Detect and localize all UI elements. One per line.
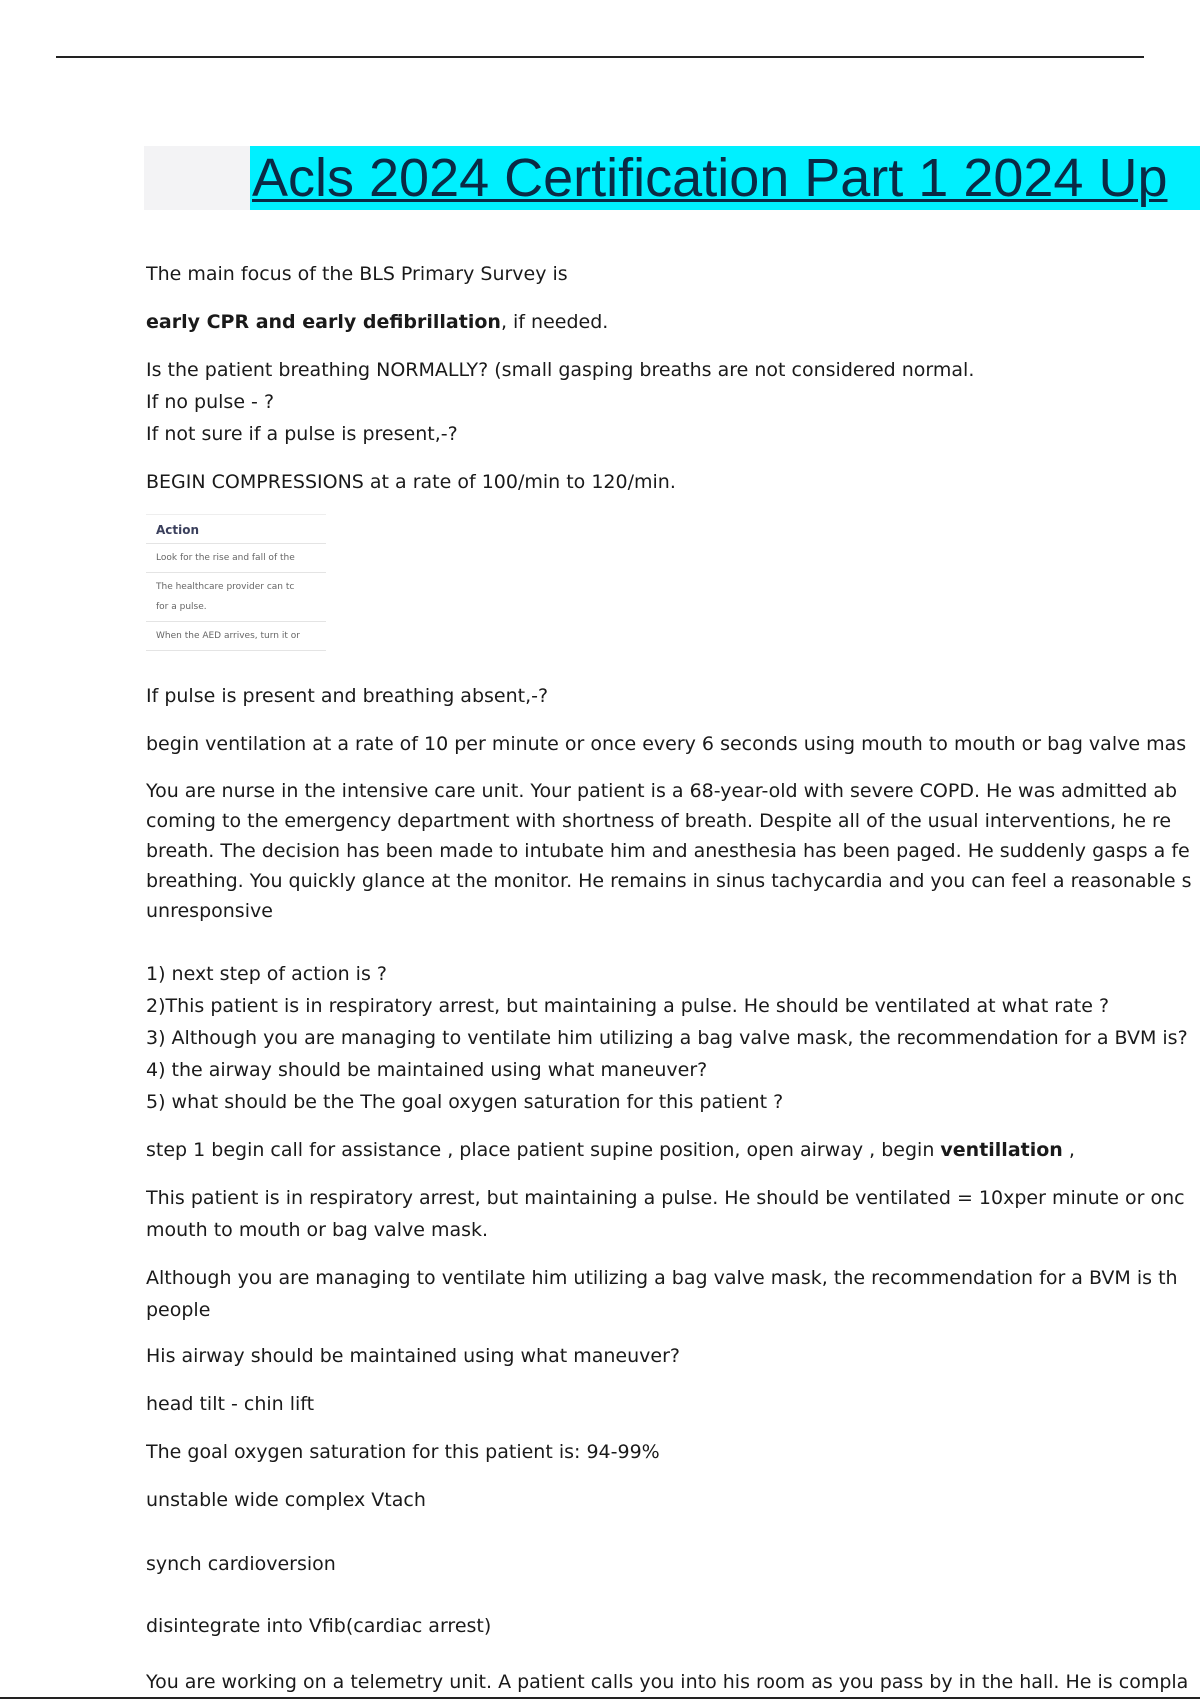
paragraph: If not sure if a pulse is present,-? (146, 423, 458, 445)
paragraph: This patient is in respiratory arrest, but maintaining a pulse. He should be ventilated = 10xper minute or onc (146, 1187, 1185, 1209)
paragraph: Although you are managing to ventilate him utilizing a bag valve mask, the recommendation for a BVM is th (146, 1267, 1178, 1289)
paragraph: mouth to mouth or bag valve mask. (146, 1219, 489, 1241)
paragraph: You are nurse in the intensive care unit. Your patient is a 68-year-old with severe COPD. He was admitted ab (146, 780, 1178, 802)
table-cell: When the AED arrives, turn it or (146, 622, 326, 651)
paragraph: coming to the emergency department with shortness of breath. Despite all of the usual interventions, he re (146, 810, 1172, 832)
paragraph: breath. The decision has been made to intubate him and anesthesia has been paged. He suddenly gasps a fe (146, 840, 1190, 862)
paragraph: head tilt - chin lift (146, 1393, 315, 1415)
paragraph: synch cardioversion (146, 1553, 336, 1575)
document-title: Acls 2024 Certification Part 1 2024 Up (252, 148, 1168, 208)
text: step 1 begin call for assistance , place patient supine position, open airway , begin (146, 1139, 941, 1161)
paragraph: If no pulse - ? (146, 391, 275, 413)
top-rule (56, 56, 1144, 58)
paragraph: The goal oxygen saturation for this patient is: 94-99% (146, 1441, 660, 1463)
paragraph (146, 306, 1200, 338)
table-cell: The healthcare provider can tc (156, 582, 295, 592)
title-highlight (250, 146, 1200, 210)
list-item: 3) Although you are managing to ventilate him utilizing a bag valve mask, the recommendation for a BVM is? (146, 1027, 1188, 1049)
table-cell: for a pulse. (146, 597, 326, 622)
table-cell: Look for the rise and fall of the (146, 544, 326, 573)
paragraph: Is the patient breathing NORMALLY? (small gasping breaths are not considered normal. (146, 359, 975, 381)
paragraph: disintegrate into Vfib(cardiac arrest) (146, 1615, 492, 1637)
paragraph: breathing. You quickly glance at the monitor. He remains in sinus tachycardia and you can feel a reasonable s (146, 870, 1192, 892)
text: , (1062, 1139, 1075, 1161)
bottom-rule (0, 1697, 1200, 1699)
bold-text: ventillation (940, 1139, 1063, 1161)
paragraph: If pulse is present and breathing absent,-? (146, 685, 549, 707)
paragraph: people (146, 1299, 211, 1321)
action-table-image (146, 514, 326, 665)
paragraph (146, 1134, 1200, 1166)
paragraph: BEGIN COMPRESSIONS at a rate of 100/min to 120/min. (146, 471, 676, 493)
list-item: 1) next step of action is ? (146, 963, 387, 985)
list-item: 5) what should be the The goal oxygen saturation for this patient ? (146, 1091, 784, 1113)
text: , if needed. (500, 311, 609, 333)
paragraph: unresponsive (146, 900, 273, 922)
document-body (146, 258, 1200, 1698)
paragraph: You are working on a telemetry unit. A patient calls you into his room as you pass by in the hall. He is compla (146, 1671, 1189, 1693)
paragraph: The main focus of the BLS Primary Survey is (146, 263, 568, 285)
paragraph: His airway should be maintained using what maneuver? (146, 1345, 680, 1367)
list-item: 2)This patient is in respiratory arrest, but maintaining a pulse. He should be ventilated at what rate ? (146, 995, 1110, 1017)
table-header: Action (146, 515, 326, 544)
list-item: 4) the airway should be maintained using what maneuver? (146, 1059, 708, 1081)
paragraph: unstable wide complex Vtach (146, 1489, 426, 1511)
paragraph: begin ventilation at a rate of 10 per minute or once every 6 seconds using mouth to mouth or bag valve mas (146, 733, 1187, 755)
bold-text: early CPR and early defibrillation (146, 311, 501, 333)
